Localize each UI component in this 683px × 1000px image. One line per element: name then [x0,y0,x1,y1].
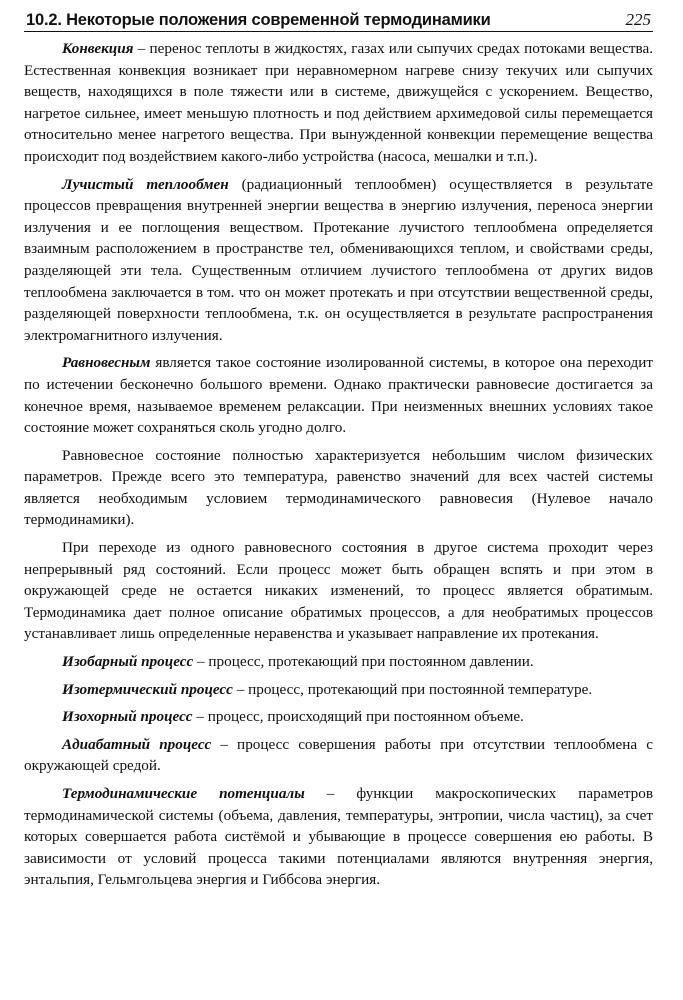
term-convection: Конвекция [62,40,134,57]
paragraph-equilibrium-state [24,445,653,531]
page-number: 225 [625,10,651,29]
body-text [24,32,653,891]
paragraph-text: – процесс, протекающий при постоянной температуре. [232,680,593,698]
paragraph-equilibrium [24,352,653,438]
paragraph-isothermal [24,679,653,701]
paragraph-reversible-processes [24,537,653,645]
paragraph-text: является такое состояние изолированной системы, в которое она переходит по истечении бесконечно большого времени. Однако практически равновесие достигается за конечное время, называемое временем релаксации. При неизменных внешних условиях такое состояние может сохраняться сколь угодно долго. [24,354,653,437]
paragraph-text: – перенос теплоты в жидкостях, газах или сыпучих средах потоками вещества. Естественная конвекция возникает при неравномерном нагреве снизу текучих или сыпучих веществ, находящихся в поле тяжести или в системе, движущейся с ускорением. Вещество, нагретое сильнее, имеет меньшую плотность и под действием архимедовой силы перемещается относительно менее нагретого вещества. При вынужденной конвекции перемещение вещества происходит под воздействием какого-либо устройства (насоса, мешалки и т.п.). [24,40,653,165]
term-radiative-heat-exchange: Лучистый теплообмен [62,175,229,193]
paragraph-text: При переходе из одного равновесного состояния в другое система проходит через непрерывный ряд состояний. Если процесс может быть обращен вспять и при этом в окружающей среде не остается никаких изменений, то процесс является обратимым. Термодинамика дает полное описание обратимых процессов, а для необратимых процессов устанавливает лишь определенные неравенства и указывает направление их протекания. [24,539,653,643]
term-adiabatic: Адиабатный процесс [62,735,212,753]
paragraph-adiabatic [24,734,653,777]
paragraph-text: – процесс совершения работы при отсутствии теплообмена с окружающей средой. [24,735,653,775]
term-thermodynamic-potentials: Термодинамические потенциалы [62,785,305,802]
paragraph-text: (радиационный теплообмен) осуществляется в результате процессов превращения внутренней энергии вещества в энергию излучения, переноса энергии излучения и ее поглощения веществом. Протекание лучистого теплообмена определяется взаимным расположением в пространстве тел, обменивающихся теплом, и свойствами среды, разделяющей эти тела. Существенным отличием лучистого теплообмена от других видов теплообмена заключается в том. что он может протекать и при отсутствии вещественной среды, разделяющей поверхности теплообмена, т.к. он осуществляется в результате распространения электромагнитного излучения. [24,175,653,344]
paragraph-radiative-heat-exchange [24,174,653,347]
paragraph-isobaric [24,651,653,673]
paragraph-text: – процесс, протекающий при постоянном давлении. [193,653,534,671]
paragraph-isochoric [24,706,653,728]
term-equilibrium: Равновесным [62,354,151,372]
running-header [24,6,653,32]
paragraph-convection [24,38,653,168]
section-title: 10.2. Некоторые положения современной термодинамики [26,11,491,29]
paragraph-text: Равновесное состояние полностью характеризуется небольшим числом физических параметров. Прежде всего это температура, равенство значений для всех частей системы является необходимым условием термодинамического равновесия (Нулевое начало термодинамики). [24,446,653,529]
paragraph-text: – процесс, происходящий при постоянном объеме. [192,708,524,726]
paragraph-thermodynamic-potentials [24,783,653,891]
term-isobaric: Изобарный процесс [62,653,194,671]
term-isothermal: Изотермический процесс [62,680,233,698]
paragraph-text: – функции макроскопических параметров термодинамической системы (объема, давления, температуры, энтропии, числа частиц), за счет которых совершается работа систёмой и убывающие в процессе совершения ею работы. В зависимости от условий процесса такими потенциалами являются внутренняя энергия, энтальпия, Гельмгольцева энергия и Гиббсова энергия. [24,785,654,889]
term-isochoric: Изохорный процесс [62,708,193,726]
